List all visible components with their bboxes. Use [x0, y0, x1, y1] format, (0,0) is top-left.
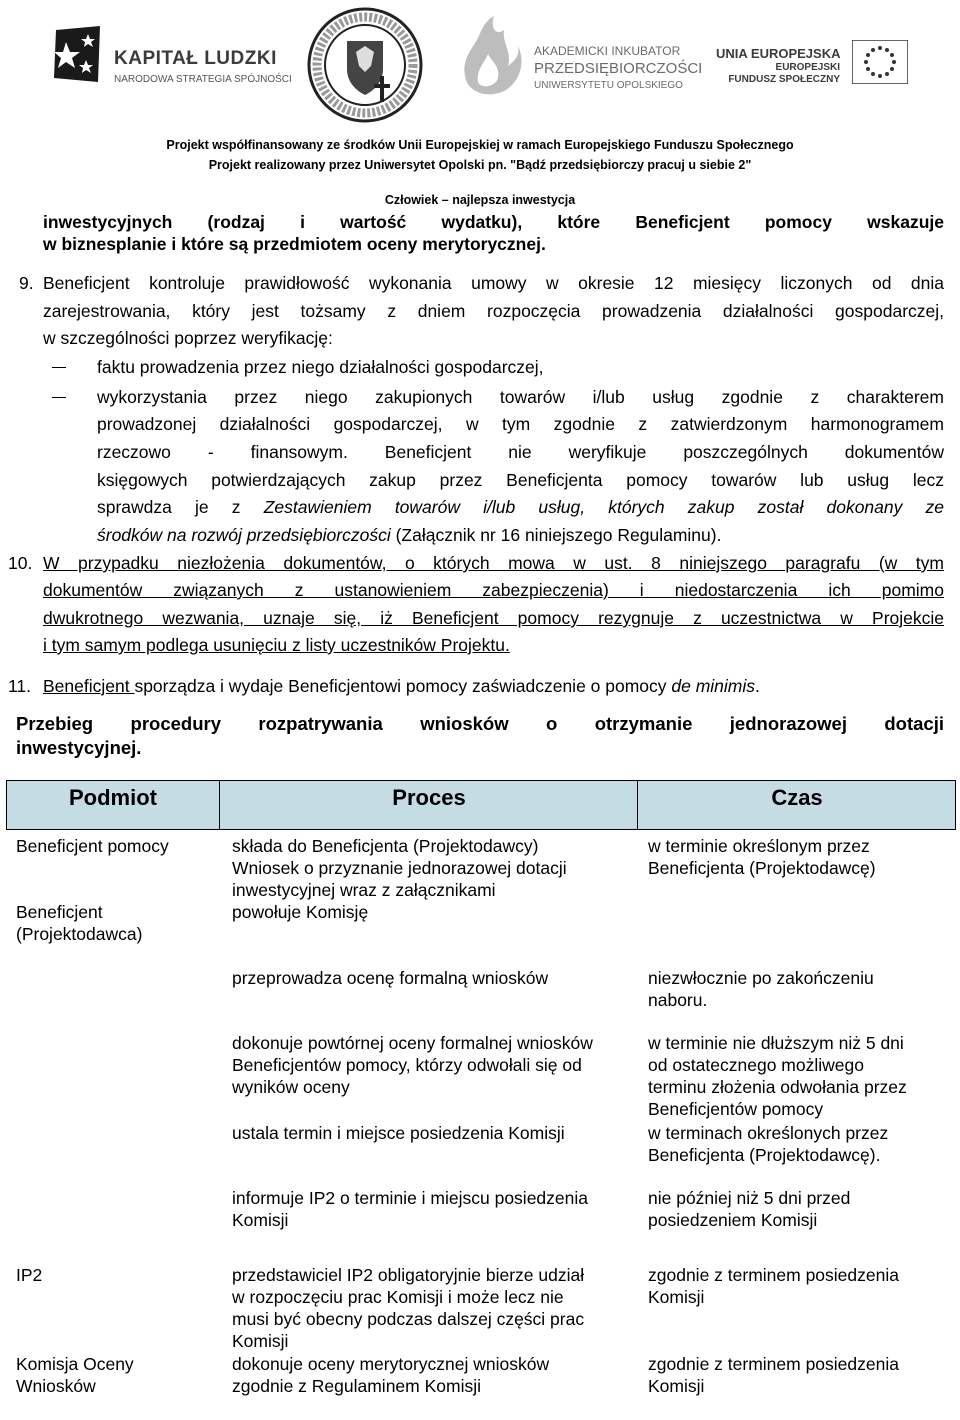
table-cell-time: [648, 1353, 899, 1397]
cell-line: w terminach określonych przez: [648, 1123, 889, 1143]
table-cell-time: [648, 1264, 899, 1308]
project-title-line: Projekt realizowany przez Uniwersytet Opolski pn. "Bądź przedsiębiorczy pracuj u siebie 2": [208, 158, 752, 172]
table-header: [6, 780, 956, 830]
bullet-item-line: [97, 524, 721, 546]
paragraph-number: 10.: [8, 553, 33, 573]
cell-line: zgodnie z terminem posiedzenia: [648, 1265, 899, 1285]
kapital-ludzki-title: KAPITAŁ LUDZKI: [114, 48, 277, 69]
table-cell-process: [232, 1187, 588, 1231]
project-motto: Człowiek – najlepsza inwestycja: [384, 193, 576, 207]
bullet-item: faktu prowadzenia przez niego działalności gospodarczej,: [97, 357, 544, 377]
cell-line: Komisja Oceny: [16, 1354, 134, 1374]
cell-line: (Projektodawca): [16, 924, 143, 944]
bullet-text: sprawdza je z: [97, 497, 264, 517]
paragraph-10-line: dwukrotnego wezwania, uznaje się, iż Beneficjent pomocy rezygnuje z uczestnictwa w Projekcie: [43, 608, 944, 628]
table-cell-process: przeprowadza ocenę formalną wniosków: [232, 968, 549, 988]
bullet-item-line: wykorzystania przez niego zakupionych towarów i/lub usług zgodnie z charakterem: [97, 387, 944, 407]
inkubator-line2: PRZEDSIĘBIORCZOŚCI: [534, 60, 703, 77]
cell-line: w terminie nie dłuższym niż 5 dni: [648, 1033, 904, 1053]
eu-flag-icon: [852, 40, 908, 84]
paragraph-9-line: zarejestrowania, który jest tożsamy z dniem rozpoczęcia prowadzenia działalności gospodarczej,: [43, 301, 944, 321]
table-cell-time: [648, 835, 876, 879]
ue-line3: FUNDUSZ SPOŁECZNY: [728, 74, 840, 85]
cell-line: w terminie określonym przez: [648, 836, 870, 856]
cell-line: Komisji: [232, 1210, 289, 1230]
cell-line: w rozpoczęciu prac Komisji i może lecz nie: [232, 1287, 564, 1307]
paragraph-9-line: Beneficjent kontroluje prawidłowość wykonania umowy w okresie 12 miesięcy liczonych od dnia: [43, 273, 944, 293]
cell-line: zgodnie z terminem posiedzenia: [648, 1354, 899, 1374]
cell-line: Beneficjent: [16, 902, 103, 922]
bullet-item-line: rzeczowo - finansowym. Beneficjent nie weryfikuje poszczególnych dokumentów: [97, 442, 944, 462]
section-heading: inwestycyjnej.: [16, 737, 142, 758]
university-seal: [306, 6, 424, 124]
table-cell-time: [648, 1122, 888, 1166]
dash-bullet-icon: [52, 397, 66, 398]
bullet-item-line: prowadzonej działalności gospodarczej, w tym zgodnie z zatwierdzonym harmonogramem: [97, 414, 944, 434]
paragraph-10-line: dokumentów związanych z ustanowieniem zabezpieczenia) i niedostarczenia ich pomimo: [43, 580, 944, 600]
kapital-ludzki-logo: [52, 14, 292, 94]
table-cell-subject: [16, 901, 142, 945]
cell-line: terminu złożenia odwołania przez: [648, 1077, 907, 1097]
table-cell-process: ustala termin i miejsce posiedzenia Komisji: [232, 1123, 565, 1143]
cell-line: nie później niż 5 dni przed: [648, 1188, 851, 1208]
column-divider: [637, 781, 638, 830]
ue-line2: EUROPEJSKI: [775, 62, 840, 73]
cell-line: składa do Beneficjenta (Projektodawcy): [232, 836, 539, 856]
paragraph-9-line: w szczególności poprzez weryfikację:: [43, 328, 333, 348]
kapital-ludzki-mark-icon: [52, 24, 104, 84]
paragraph-number: 11.: [8, 676, 32, 696]
cell-line: inwestycyjnej wraz z załącznikami: [232, 880, 496, 900]
table-cell-time: [648, 1187, 850, 1231]
ue-line1: UNIA EUROPEJSKA: [716, 46, 841, 61]
cell-line: od ostatecznego możliwego: [648, 1055, 864, 1075]
attachment-title: środków na rozwój przedsiębiorczości: [97, 525, 391, 545]
cell-line: Beneficjenta (Projektodawcę).: [648, 1145, 881, 1165]
table-cell-time: [648, 967, 874, 1011]
table-cell-process: [232, 835, 567, 901]
paragraph-text: de minimis: [671, 676, 756, 696]
bullet-item-line: księgowych potwierdzających zakup przez Beneficjenta pomocy towarów lub usług lecz: [97, 470, 944, 490]
cell-line: Beneficjentów pomocy: [648, 1099, 824, 1119]
cell-line: Komisji: [232, 1331, 289, 1351]
table-cell-subject: [16, 1353, 134, 1397]
bullet-item-line: [97, 496, 944, 518]
column-divider: [219, 781, 220, 830]
paragraph-10-line: W przypadku niezłożenia dokumentów, o których mowa w ust. 8 niniejszego paragrafu (w tym: [43, 553, 944, 573]
table-cell-process: [232, 1353, 549, 1397]
bullet-text: (Załącznik nr 16 niniejszego Regulaminu).: [390, 525, 722, 545]
cell-line: Beneficjentów pomocy, którzy odwołali się od: [232, 1055, 582, 1075]
section-heading: Przebieg procedury rozpatrywania wniosków o otrzymanie jednorazowej dotacji: [16, 713, 944, 734]
dash-bullet-icon: [52, 367, 66, 368]
column-header: Czas: [771, 785, 823, 810]
cell-line: posiedzeniem Komisji: [648, 1210, 818, 1230]
cell-line: naboru.: [648, 990, 708, 1010]
ue-logo: [716, 40, 916, 90]
continued-text-line: inwestycyjnych (rodzaj i wartość wydatku), które Beneficjent pomocy wskazuje: [43, 212, 944, 232]
project-cofinancing-line: Projekt współfinansowany ze środków Unii Europejskiej w ramach Europejskiego Funduszu Społecznego: [166, 138, 794, 152]
cell-line: przedstawiciel IP2 obligatoryjnie bierze udział: [232, 1265, 585, 1285]
cell-line: Komisji: [648, 1376, 705, 1396]
cell-line: musi być obecny podczas dalszej części prac: [232, 1309, 585, 1329]
cell-line: wyników oceny: [232, 1077, 350, 1097]
attachment-title: Zestawieniem towarów i/lub usług, których zakup został dokonany ze: [263, 497, 945, 517]
paragraph-11-line: [43, 675, 760, 697]
inkubator-line1: AKADEMICKI INKUBATOR: [534, 44, 681, 58]
table-cell-process: [232, 1032, 593, 1098]
cell-line: zgodnie z Regulaminem Komisji: [232, 1376, 481, 1396]
cell-line: Beneficjenta (Projektodawcę): [648, 858, 876, 878]
header-logos: [0, 0, 960, 130]
paragraph-text: .: [755, 676, 760, 696]
paragraph-text: Beneficjent: [43, 676, 135, 696]
table-cell-time: [648, 1032, 907, 1120]
paragraph-number: 9.: [19, 273, 34, 293]
cell-line: Wniosek o przyznanie jednorazowej dotacji: [232, 858, 567, 878]
cell-line: niezwłocznie po zakończeniu: [648, 968, 874, 988]
paragraph-text: sporządza i wydaje Beneficjentowi pomocy zaświadczenie o pomocy: [134, 676, 672, 696]
table-cell-subject: Beneficjent pomocy: [16, 836, 169, 856]
cell-line: dokonuje oceny merytorycznej wniosków: [232, 1354, 550, 1374]
cell-line: informuje IP2 o terminie i miejscu posiedzenia: [232, 1188, 588, 1208]
paragraph-10-line: i tym samym podlega usunięciu z listy uczestników Projektu.: [43, 635, 510, 655]
cell-line: Wniosków: [16, 1376, 96, 1396]
table-cell-process: powołuje Komisję: [232, 902, 369, 922]
cell-line: dokonuje powtórnej oceny formalnej wniosków: [232, 1033, 593, 1053]
column-header: Proces: [392, 785, 466, 810]
inkubator-line3: UNIWERSYTETU OPOLSKIEGO: [534, 80, 683, 91]
cell-line: Komisji: [648, 1287, 705, 1307]
table-cell-subject: IP2: [16, 1265, 43, 1285]
inkubator-mark-icon: [456, 10, 526, 96]
continued-text-line: w biznesplanie i które są przedmiotem oceny merytorycznej.: [43, 234, 546, 254]
table-cell-process: [232, 1264, 584, 1352]
kapital-ludzki-subtitle: NARODOWA STRATEGIA SPÓJNOŚCI: [114, 74, 292, 85]
inkubator-logo: [456, 10, 703, 100]
university-seal-icon: [306, 6, 424, 124]
column-header: Podmiot: [69, 785, 157, 810]
